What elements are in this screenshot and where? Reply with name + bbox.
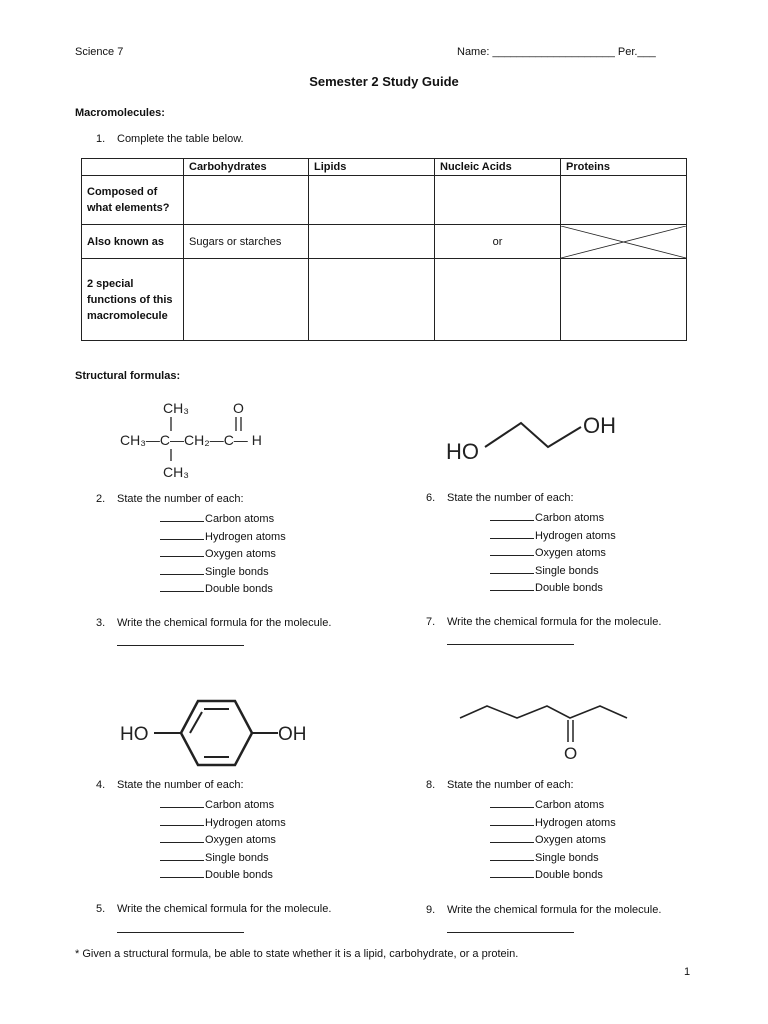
q4-text: State the number of each:: [117, 779, 244, 791]
q7-answer-line[interactable]: [447, 644, 574, 645]
answer-blank: [160, 866, 204, 878]
table-header-nucleic-acids: Nucleic Acids: [435, 159, 561, 176]
macromolecules-heading: Macromolecules:: [75, 107, 165, 119]
molecule-3-ho: HO: [120, 724, 149, 745]
answer-blank: [160, 510, 204, 522]
q6-count-list: [490, 509, 616, 597]
q7-text: Write the chemical formula for the molecule.: [447, 616, 662, 628]
q9-answer-line[interactable]: [447, 932, 574, 933]
list-item[interactable]: Carbon atoms: [160, 796, 286, 814]
q5-text: Write the chemical formula for the molecule.: [117, 903, 332, 915]
answer-blank: [490, 866, 534, 878]
table-header-proteins: Proteins: [561, 159, 687, 176]
answer-blank: [160, 528, 204, 540]
q2-number: 2.: [96, 493, 106, 505]
name-period-line: Name: ____________________ Per.___: [457, 46, 656, 58]
cell-composed-proteins[interactable]: [561, 176, 687, 225]
answer-blank: [490, 527, 534, 539]
answer-blank: [160, 814, 204, 826]
cell-composed-lipids[interactable]: [309, 176, 435, 225]
answer-blank: [490, 831, 534, 843]
answer-blank: [490, 544, 534, 556]
molecule-1-main-chain: CH₃—C—CH₂—C— H: [120, 432, 262, 448]
table-row-functions: [82, 259, 687, 341]
cell-composed-carbohydrates[interactable]: [184, 176, 309, 225]
answer-blank: [490, 509, 534, 521]
q4-count-list: [160, 796, 286, 884]
list-item[interactable]: Double bonds: [160, 580, 286, 598]
page-title: Semester 2 Study Guide: [309, 74, 459, 89]
list-item[interactable]: Hydrogen atoms: [160, 528, 286, 546]
table-row-aka: [82, 225, 687, 259]
cell-aka-proteins-crossed: [561, 225, 687, 259]
molecule-1-oxygen: O: [233, 400, 244, 416]
answer-blank: [160, 831, 204, 843]
list-item[interactable]: Carbon atoms: [160, 510, 286, 528]
list-item[interactable]: Oxygen atoms: [160, 545, 286, 563]
cell-functions-lipids[interactable]: [309, 259, 435, 341]
q8-number: 8.: [426, 779, 436, 791]
table-header-lipids: Lipids: [309, 159, 435, 176]
q6-number: 6.: [426, 492, 436, 504]
q7-number: 7.: [426, 616, 436, 628]
list-item[interactable]: Double bonds: [490, 579, 616, 597]
cell-functions-nucleic-acids[interactable]: [435, 259, 561, 341]
list-item[interactable]: Oxygen atoms: [160, 831, 286, 849]
q9-text: Write the chemical formula for the molecule.: [447, 904, 662, 916]
q8-count-list: [490, 796, 616, 884]
molecule-1-structure: [115, 393, 290, 483]
footer-note: * Given a structural formula, be able to state whether it is a lipid, carbohydrate, or a protein.: [75, 948, 519, 960]
row-label-composed: Composed of what elements?: [82, 176, 184, 225]
q8-text: State the number of each:: [447, 779, 574, 791]
table-row-composed: [82, 176, 687, 225]
row-label-aka: Also known as: [82, 225, 184, 259]
table-header-row: [82, 159, 687, 176]
molecule-1-ch3-bottom: CH₃: [163, 464, 189, 480]
cell-functions-proteins[interactable]: [561, 259, 687, 341]
list-item[interactable]: Carbon atoms: [490, 796, 616, 814]
q3-number: 3.: [96, 617, 106, 629]
list-item[interactable]: Carbon atoms: [490, 509, 616, 527]
q5-number: 5.: [96, 903, 106, 915]
q1-number: 1.: [96, 133, 106, 145]
list-item[interactable]: Single bonds: [490, 849, 616, 867]
answer-blank: [160, 580, 204, 592]
q3-answer-line[interactable]: [117, 645, 244, 646]
row-label-functions: 2 special functions of this macromolecule: [82, 259, 184, 341]
table-header-blank: [82, 159, 184, 176]
list-item[interactable]: Double bonds: [160, 866, 286, 884]
q1-text: Complete the table below.: [117, 133, 244, 145]
cell-aka-nucleic-acids: or: [435, 225, 561, 259]
q9-number: 9.: [426, 904, 436, 916]
molecule-2-ho: HO: [446, 439, 479, 464]
cell-aka-carbohydrates: Sugars or starches: [184, 225, 309, 259]
cross-out-mark: [561, 226, 686, 258]
answer-blank: [490, 814, 534, 826]
list-item[interactable]: Single bonds: [490, 562, 616, 580]
answer-blank: [160, 849, 204, 861]
answer-blank: [160, 545, 204, 557]
list-item[interactable]: Hydrogen atoms: [490, 527, 616, 545]
structural-heading: Structural formulas:: [75, 370, 181, 382]
list-item[interactable]: Oxygen atoms: [490, 544, 616, 562]
q5-answer-line[interactable]: [117, 932, 244, 933]
molecule-2-oh: OH: [583, 413, 616, 438]
q4-number: 4.: [96, 779, 106, 791]
cell-functions-carbohydrates[interactable]: [184, 259, 309, 341]
course-name: Science 7: [75, 46, 124, 58]
molecule-3-structure: [118, 690, 318, 770]
answer-blank: [490, 562, 534, 574]
answer-blank: [490, 849, 534, 861]
list-item[interactable]: Hydrogen atoms: [490, 814, 616, 832]
list-item[interactable]: Oxygen atoms: [490, 831, 616, 849]
answer-blank: [160, 563, 204, 575]
answer-blank: [490, 796, 534, 808]
macromolecules-table: [81, 158, 687, 341]
list-item[interactable]: Double bonds: [490, 866, 616, 884]
page-number: 1: [684, 966, 691, 978]
list-item[interactable]: Hydrogen atoms: [160, 814, 286, 832]
q6-text: State the number of each:: [447, 492, 574, 504]
table-header-carbohydrates: Carbohydrates: [184, 159, 309, 176]
molecule-4-oxygen: O: [564, 744, 578, 763]
q2-text: State the number of each:: [117, 493, 244, 505]
cell-composed-nucleic-acids[interactable]: [435, 176, 561, 225]
molecule-4-structure: [455, 698, 635, 768]
q3-text: Write the chemical formula for the molecule.: [117, 617, 332, 629]
answer-blank: [490, 579, 534, 591]
molecule-3-oh: OH: [278, 724, 307, 745]
list-item[interactable]: Single bonds: [160, 849, 286, 867]
cell-aka-lipids[interactable]: [309, 225, 435, 259]
molecule-2-structure: [443, 405, 628, 465]
molecule-1-ch3-top: CH₃: [163, 400, 189, 416]
answer-blank: [160, 796, 204, 808]
q2-count-list: [160, 510, 286, 598]
list-item[interactable]: Single bonds: [160, 563, 286, 581]
